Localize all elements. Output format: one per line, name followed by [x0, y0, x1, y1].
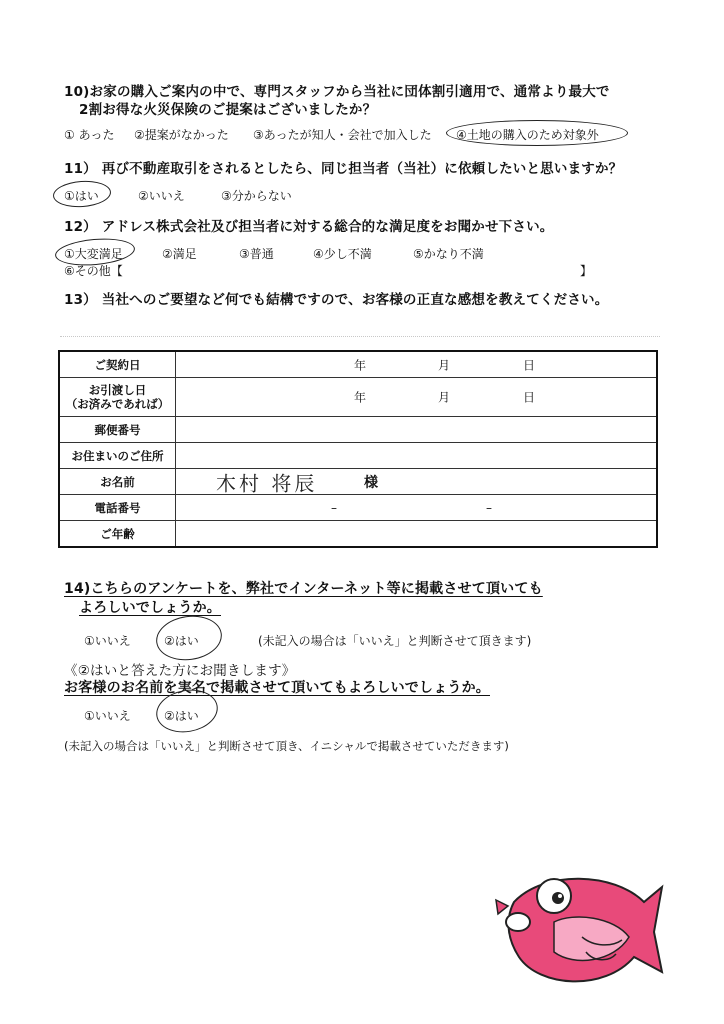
table-row [59, 495, 657, 521]
name-honorific: 様 [364, 474, 378, 491]
handover-date-label [59, 378, 176, 417]
table-row [59, 521, 657, 548]
pink-fish-mascot-icon [494, 862, 664, 1012]
age-field[interactable] [176, 521, 658, 548]
q12-other-bracket-close: 】 [580, 264, 593, 278]
year-label: 年 [354, 358, 367, 372]
q15-question: お客様のお名前を実名で掲載させて頂いてもよろしいでしょうか。 [64, 680, 490, 696]
phone-dash-1: – [331, 500, 337, 515]
table-row [59, 378, 657, 417]
phone-label: 電話番号 [59, 495, 176, 521]
q15-option-no[interactable]: ①いいえ [84, 709, 131, 723]
q10-line2: 2割お得な火災保険のご提案はございましたか？ [79, 102, 377, 118]
q11-option-1[interactable]: ①はい [64, 189, 99, 203]
q12-option-2[interactable]: ②満足 [162, 247, 197, 261]
q14-note: (未記入の場合は「いいえ」と判断させて頂きます) [258, 634, 532, 648]
phone-dash-2: – [486, 500, 492, 515]
q10-option-4[interactable]: ④土地の購入のため対象外 [456, 128, 599, 142]
age-label: ご年齢 [59, 521, 176, 548]
q10-line1: 10)お家の購入ご案内の中で、専門スタッフから当社に団体割引適用で、通常より最大で [64, 84, 610, 100]
handover-label-line2: （お済みであれば） [65, 397, 170, 411]
q10-option-3[interactable]: ③あったが知人・会社で加入した [253, 128, 432, 142]
day-label: 日 [523, 390, 536, 405]
q13-question: 13） 当社へのご要望など何でも結構ですので、お客様の正直な感想を教えてください。 [64, 292, 609, 308]
q10-option-1[interactable]: ① あった [64, 128, 115, 142]
table-row [59, 351, 657, 378]
q12-option-1[interactable]: ①大変満足 [64, 247, 123, 261]
q11-option-2[interactable]: ②いいえ [138, 189, 185, 203]
q12-option-3[interactable]: ③普通 [239, 247, 274, 261]
phone-field[interactable] [176, 495, 658, 521]
q12-option-4[interactable]: ④少し不満 [313, 247, 372, 261]
contract-date-field[interactable] [176, 351, 658, 378]
q10-option-2[interactable]: ②提案がなかった [134, 128, 229, 142]
address-label: お住まいのご住所 [59, 443, 176, 469]
contract-date-label: ご契約日 [59, 351, 176, 378]
divider-line [60, 336, 660, 337]
day-label: 日 [523, 358, 536, 372]
q15-note: (未記入の場合は「いいえ」と判断させて頂き、イニシャルで掲載させていただきます) [64, 739, 509, 753]
month-label: 月 [438, 358, 451, 372]
q14-option-no[interactable]: ①いいえ [84, 634, 131, 648]
name-label: お名前 [59, 469, 176, 495]
q15-option-yes[interactable]: ②はい [164, 709, 199, 723]
table-row [59, 469, 657, 495]
q14-line2: よろしいでしょうか。 [79, 600, 221, 616]
q12-option-6-other[interactable]: ⑥その他【 [64, 264, 123, 278]
month-label: 月 [438, 390, 451, 405]
q14-option-yes[interactable]: ②はい [164, 634, 199, 648]
year-label: 年 [354, 390, 367, 405]
q11-question: 11） 再び不動産取引をされるとしたら、同じ担当者（当社）に依頼したいと思いますか？ [64, 161, 623, 177]
table-row [59, 443, 657, 469]
handwritten-name: 木村 将辰 [216, 471, 318, 495]
q14-line1: 14)こちらのアンケートを、弊社でインターネット等に掲載させて頂いても [64, 581, 543, 597]
address-field[interactable] [176, 443, 658, 469]
q12-question: 12） アドレス株式会社及び担当者に対する総合的な満足度をお聞かせ下さい。 [64, 219, 554, 235]
q12-option-5[interactable]: ⑤かなり不満 [413, 247, 484, 261]
name-field[interactable] [176, 469, 658, 495]
handover-date-field[interactable] [176, 378, 658, 417]
customer-info-table [58, 350, 658, 548]
handover-label-line1: お引渡し日 [88, 383, 147, 397]
postal-code-label: 郵便番号 [59, 417, 176, 443]
q11-option-3[interactable]: ③分からない [221, 189, 292, 203]
postal-code-field[interactable] [176, 417, 658, 443]
q15-header: 《②はいと答えた方にお聞きします》 [64, 663, 296, 679]
table-row [59, 417, 657, 443]
